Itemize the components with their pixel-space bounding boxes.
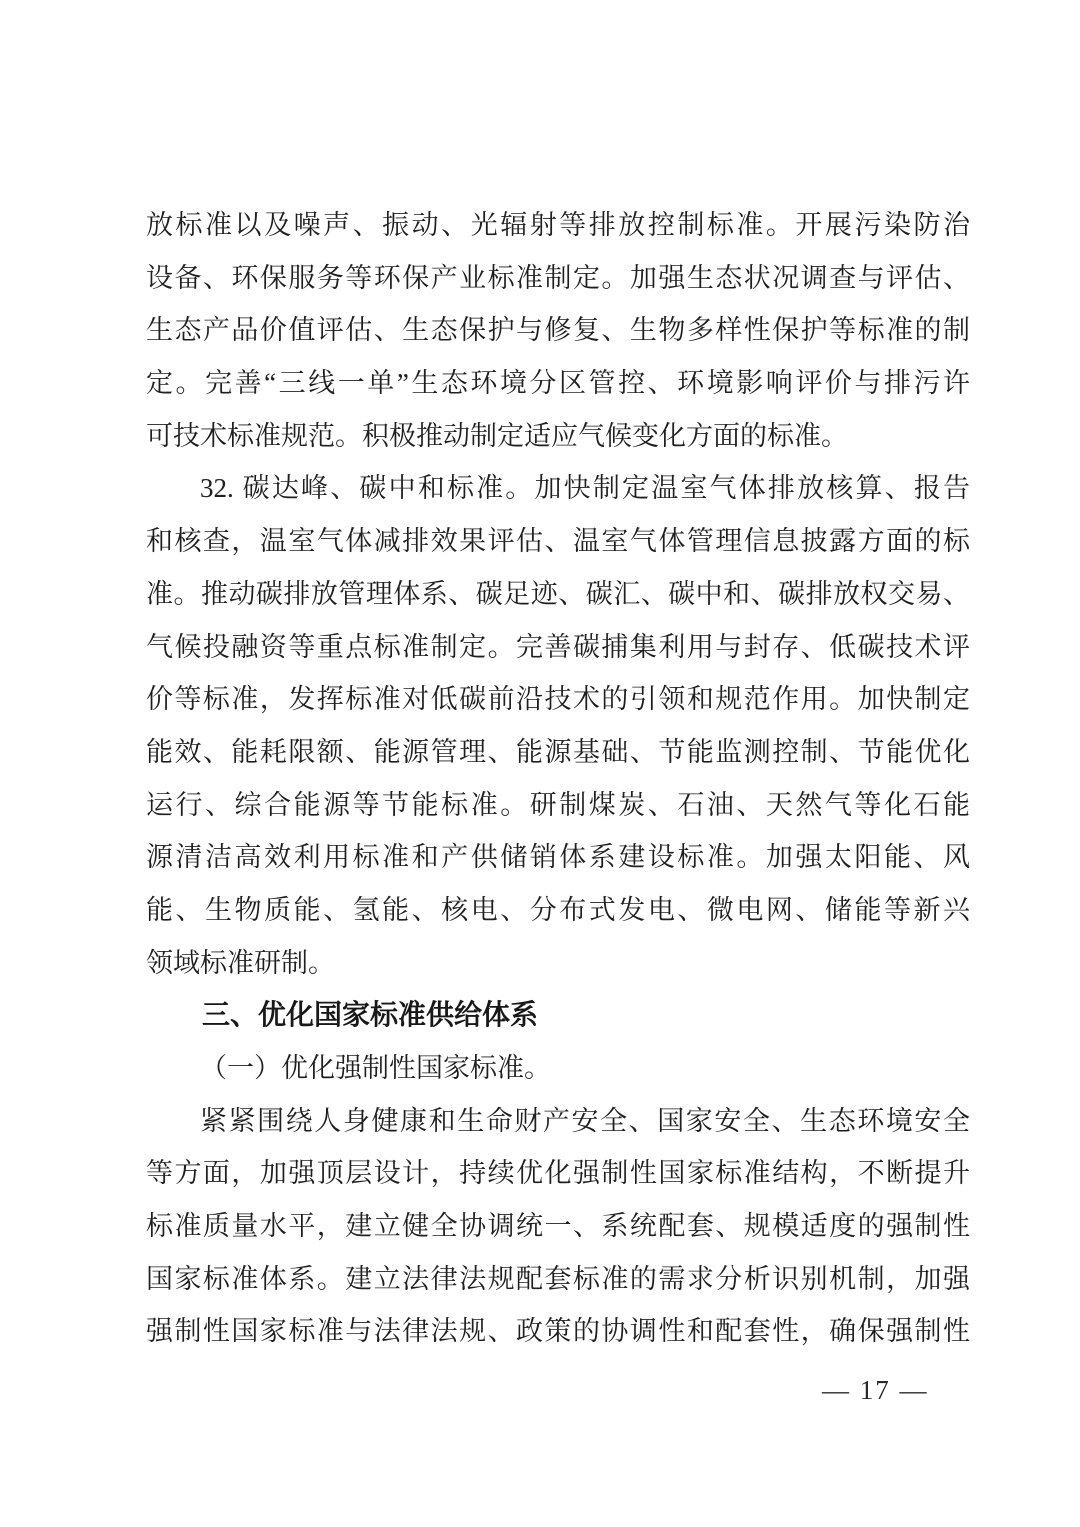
para-environment-standards-continued-line: 定。完善“三线一单”生态环境分区管控、环境影响评价与排污许: [146, 368, 970, 399]
text-block: [146, 199, 970, 1358]
para-32-carbon-peak-neutrality-standards-line: 准。推动碳排放管理体系、碳足迹、碳汇、碳中和、碳排放权交易、: [146, 578, 970, 609]
para-environment-standards-continued-line: 放标准以及噪声、振动、光辐射等排放控制标准。开展污染防治: [146, 210, 970, 240]
para-mandatory-national-standards-body-line: 等方面，加强顶层设计，持续优化强制性国家标准结构，不断提升: [146, 1158, 970, 1189]
page-number: — 17 —: [822, 1375, 929, 1405]
para-32-carbon-peak-neutrality-standards-line: 领域标准研制。: [146, 947, 335, 978]
para-mandatory-national-standards-body-line: 国家标准体系。建立法律法规配套标准的需求分析识别机制，加强: [146, 1263, 970, 1294]
para-32-carbon-peak-neutrality-standards-line: 能、生物质能、氢能、核电、分布式发电、微电网、储能等新兴: [146, 894, 970, 925]
subheading-three-one-optimize-mandatory-national-standards-line: （一）优化强制性国家标准。: [200, 1053, 551, 1083]
para-environment-standards-continued-line: 生态产品价值评估、生态保护与修复、生物多样性保护等标准的制: [146, 315, 970, 346]
para-mandatory-national-standards-body-line: 紧紧围绕人身健康和生命财产安全、国家安全、生态环境安全: [200, 1105, 970, 1136]
para-32-carbon-peak-neutrality-standards-line: 源清洁高效利用标准和产供储销体系建设标准。加强太阳能、风: [146, 842, 970, 873]
para-32-carbon-peak-neutrality-standards-line: 气候投融资等重点标准制定。完善碳捕集利用与封存、低碳技术评: [146, 631, 970, 662]
para-32-carbon-peak-neutrality-standards-line: 运行、综合能源等节能标准。研制煤炭、石油、天然气等化石能: [146, 789, 970, 820]
para-32-carbon-peak-neutrality-standards-line: 价等标准，发挥标准对低碳前沿技术的引领和规范作用。加快制定: [146, 684, 970, 715]
para-32-carbon-peak-neutrality-standards-line: 和核查，温室气体减排效果评估、温室气体管理信息披露方面的标: [146, 526, 970, 557]
heading-section-three-optimize-national-standard-supply-system-line: 三、优化国家标准供给体系: [202, 999, 539, 1031]
para-environment-standards-continued-line: 设备、环保服务等环保产业标准制定。加强生态状况调查与评估、: [146, 262, 970, 293]
para-mandatory-national-standards-body-line: 标准质量水平，建立健全协调统一、系统配套、规模适度的强制性: [146, 1211, 970, 1242]
para-environment-standards-continued-line: 可技术标准规范。积极推动制定适应气候变化方面的标准。: [146, 420, 848, 451]
para-32-carbon-peak-neutrality-standards-line: 能效、能耗限额、能源管理、能源基础、节能监测控制、节能优化: [146, 736, 970, 767]
para-mandatory-national-standards-body-line: 强制性国家标准与法律法规、政策的协调性和配套性，确保强制性: [146, 1316, 970, 1347]
para-32-carbon-peak-neutrality-standards-line: 32. 碳达峰、碳中和标准。加快制定温室气体排放核算、报告: [200, 473, 970, 504]
